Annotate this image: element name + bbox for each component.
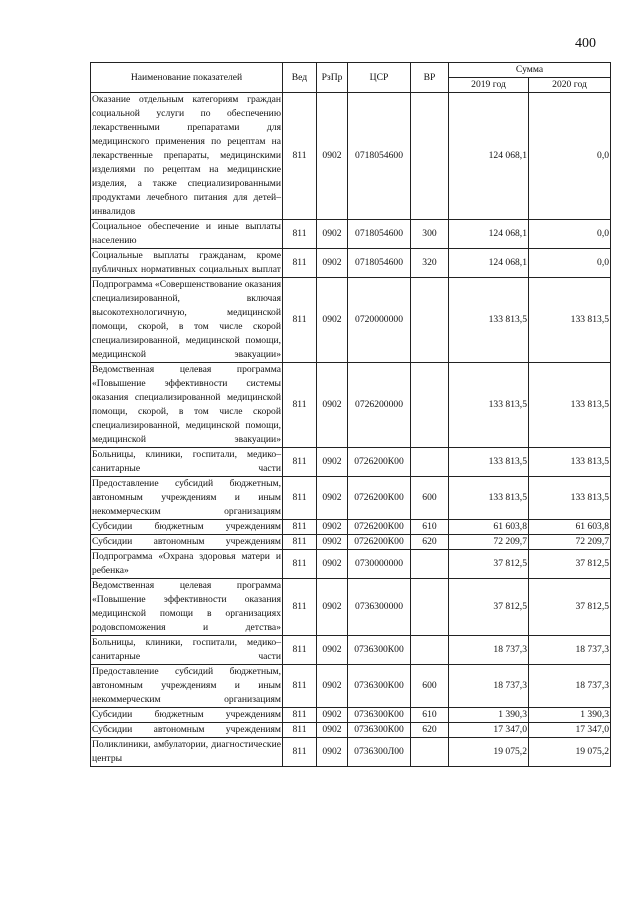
cell-ved: 811: [283, 723, 317, 738]
cell-y2020: 133 813,5: [529, 363, 611, 448]
cell-y2019: 1 390,3: [449, 708, 529, 723]
cell-y2020: 18 737,3: [529, 665, 611, 708]
cell-name: Субсидии автономным учреждениям: [91, 723, 283, 738]
cell-y2019: 124 068,1: [449, 220, 529, 249]
cell-name: Оказание отдельным категориям граждан социальной услуги по обеспечению лекарственными препаратами для медицинского применения по рецептам на лекарственные препараты, медицинскими изделиями по рецептам на медицинские изделия, а также специализированными продуктами лечебного питания для детей–инвалидов: [91, 93, 283, 220]
header-rzpr: РзПр: [317, 63, 348, 93]
cell-y2020: 133 813,5: [529, 278, 611, 363]
cell-y2019: 18 737,3: [449, 636, 529, 665]
cell-y2019: 133 813,5: [449, 477, 529, 520]
cell-y2019: 18 737,3: [449, 665, 529, 708]
cell-vr: [411, 448, 449, 477]
table-row: [91, 220, 611, 249]
table-row: [91, 579, 611, 636]
cell-ved: 811: [283, 550, 317, 579]
cell-csr: 0718054600: [348, 220, 411, 249]
cell-name: Субсидии автономным учреждениям: [91, 535, 283, 550]
cell-vr: [411, 738, 449, 767]
cell-ved: 811: [283, 520, 317, 535]
table-row: [91, 535, 611, 550]
cell-name: Ведомственная целевая программа «Повышение эффективности системы оказания специализированной медицинской помощи, скорой, в том числе скорой специализированной, медицинской помощи, медицинской эвакуации»: [91, 363, 283, 448]
cell-csr: 0726200К00: [348, 535, 411, 550]
table-row: [91, 249, 611, 278]
cell-y2019: 133 813,5: [449, 448, 529, 477]
cell-csr: 0736300К00: [348, 708, 411, 723]
cell-y2019: 19 075,2: [449, 738, 529, 767]
cell-y2020: 19 075,2: [529, 738, 611, 767]
cell-csr: 0726200К00: [348, 520, 411, 535]
cell-vr: 610: [411, 708, 449, 723]
cell-csr: 0736300К00: [348, 636, 411, 665]
table-row: [91, 477, 611, 520]
table-row: [91, 636, 611, 665]
header-ved: Вед: [283, 63, 317, 93]
header-2019: 2019 год: [449, 78, 529, 93]
page-number: 400: [575, 36, 596, 51]
cell-y2020: 0,0: [529, 93, 611, 220]
cell-vr: 600: [411, 477, 449, 520]
cell-name: Предоставление субсидий бюджетным, автономным учреждениям и иным некоммерческим организациям: [91, 477, 283, 520]
cell-rzpr: 0902: [317, 636, 348, 665]
cell-ved: 811: [283, 93, 317, 220]
cell-csr: 0720000000: [348, 278, 411, 363]
cell-y2019: 72 209,7: [449, 535, 529, 550]
cell-ved: 811: [283, 665, 317, 708]
cell-ved: 811: [283, 220, 317, 249]
header-name: Наименование показателей: [91, 63, 283, 93]
cell-name: Подпрограмма «Охрана здоровья матери и ребенка»: [91, 550, 283, 579]
cell-rzpr: 0902: [317, 477, 348, 520]
cell-name: Поликлиники, амбулатории, диагностические центры: [91, 738, 283, 767]
cell-vr: 300: [411, 220, 449, 249]
table-row: [91, 550, 611, 579]
cell-y2020: 17 347,0: [529, 723, 611, 738]
header-sum: Сумма: [449, 63, 611, 78]
budget-table: [90, 62, 611, 767]
cell-ved: 811: [283, 363, 317, 448]
cell-ved: 811: [283, 579, 317, 636]
cell-rzpr: 0902: [317, 448, 348, 477]
header-csr: ЦСР: [348, 63, 411, 93]
cell-csr: 0736300000: [348, 579, 411, 636]
cell-vr: [411, 579, 449, 636]
cell-csr: 0736300К00: [348, 665, 411, 708]
cell-csr: 0718054600: [348, 93, 411, 220]
table-row: [91, 723, 611, 738]
header-2020: 2020 год: [529, 78, 611, 93]
cell-rzpr: 0902: [317, 520, 348, 535]
cell-y2020: 133 813,5: [529, 448, 611, 477]
cell-rzpr: 0902: [317, 550, 348, 579]
table-row: [91, 708, 611, 723]
cell-rzpr: 0902: [317, 363, 348, 448]
cell-name: Больницы, клиники, госпитали, медико–санитарные части: [91, 636, 283, 665]
cell-vr: 610: [411, 520, 449, 535]
cell-y2019: 124 068,1: [449, 93, 529, 220]
cell-vr: [411, 363, 449, 448]
cell-y2020: 61 603,8: [529, 520, 611, 535]
cell-csr: 0726200000: [348, 363, 411, 448]
cell-vr: [411, 278, 449, 363]
cell-y2019: 124 068,1: [449, 249, 529, 278]
cell-rzpr: 0902: [317, 665, 348, 708]
table-row: [91, 520, 611, 535]
cell-y2019: 133 813,5: [449, 278, 529, 363]
cell-vr: 600: [411, 665, 449, 708]
cell-csr: 0726200К00: [348, 448, 411, 477]
cell-y2019: 37 812,5: [449, 550, 529, 579]
cell-name: Подпрограмма «Совершенствование оказания специализированной, включая высокотехнологичную, медицинской помощи, скорой, в том числе скорой специализированной, медицинской помощи, медицинской эвакуации»: [91, 278, 283, 363]
cell-vr: 620: [411, 535, 449, 550]
cell-csr: 0726200К00: [348, 477, 411, 520]
cell-csr: 0736300К00: [348, 723, 411, 738]
cell-vr: [411, 636, 449, 665]
cell-rzpr: 0902: [317, 738, 348, 767]
cell-csr: 0736300Л00: [348, 738, 411, 767]
cell-rzpr: 0902: [317, 723, 348, 738]
cell-vr: [411, 93, 449, 220]
table-body: [91, 93, 611, 767]
table-row: [91, 278, 611, 363]
cell-rzpr: 0902: [317, 708, 348, 723]
cell-y2020: 37 812,5: [529, 579, 611, 636]
cell-vr: [411, 550, 449, 579]
cell-y2019: 61 603,8: [449, 520, 529, 535]
table-row: [91, 738, 611, 767]
cell-y2020: 1 390,3: [529, 708, 611, 723]
cell-y2020: 72 209,7: [529, 535, 611, 550]
cell-name: Субсидии бюджетным учреждениям: [91, 520, 283, 535]
cell-y2019: 37 812,5: [449, 579, 529, 636]
cell-y2020: 18 737,3: [529, 636, 611, 665]
cell-rzpr: 0902: [317, 535, 348, 550]
cell-y2020: 133 813,5: [529, 477, 611, 520]
cell-y2019: 17 347,0: [449, 723, 529, 738]
table-row: [91, 93, 611, 220]
cell-rzpr: 0902: [317, 579, 348, 636]
cell-ved: 811: [283, 249, 317, 278]
cell-rzpr: 0902: [317, 220, 348, 249]
cell-rzpr: 0902: [317, 249, 348, 278]
cell-vr: 320: [411, 249, 449, 278]
cell-rzpr: 0902: [317, 93, 348, 220]
cell-name: Субсидии бюджетным учреждениям: [91, 708, 283, 723]
cell-name: Социальное обеспечение и иные выплаты населению: [91, 220, 283, 249]
cell-ved: 811: [283, 535, 317, 550]
cell-name: Социальные выплаты гражданам, кроме публичных нормативных социальных выплат: [91, 249, 283, 278]
cell-ved: 811: [283, 448, 317, 477]
cell-ved: 811: [283, 636, 317, 665]
cell-y2020: 0,0: [529, 220, 611, 249]
cell-y2020: 37 812,5: [529, 550, 611, 579]
table-row: [91, 448, 611, 477]
cell-y2020: 0,0: [529, 249, 611, 278]
cell-vr: 620: [411, 723, 449, 738]
header-vr: ВР: [411, 63, 449, 93]
cell-rzpr: 0902: [317, 278, 348, 363]
cell-name: Больницы, клиники, госпитали, медико–санитарные части: [91, 448, 283, 477]
table-row: [91, 363, 611, 448]
cell-y2019: 133 813,5: [449, 363, 529, 448]
cell-ved: 811: [283, 477, 317, 520]
cell-name: Предоставление субсидий бюджетным, автономным учреждениям и иным некоммерческим организациям: [91, 665, 283, 708]
cell-ved: 811: [283, 278, 317, 363]
cell-ved: 811: [283, 738, 317, 767]
cell-csr: 0730000000: [348, 550, 411, 579]
cell-name: Ведомственная целевая программа «Повышение эффективности оказания медицинской помощи в организациях родовспоможения и детства»: [91, 579, 283, 636]
table-row: [91, 665, 611, 708]
cell-csr: 0718054600: [348, 249, 411, 278]
cell-ved: 811: [283, 708, 317, 723]
